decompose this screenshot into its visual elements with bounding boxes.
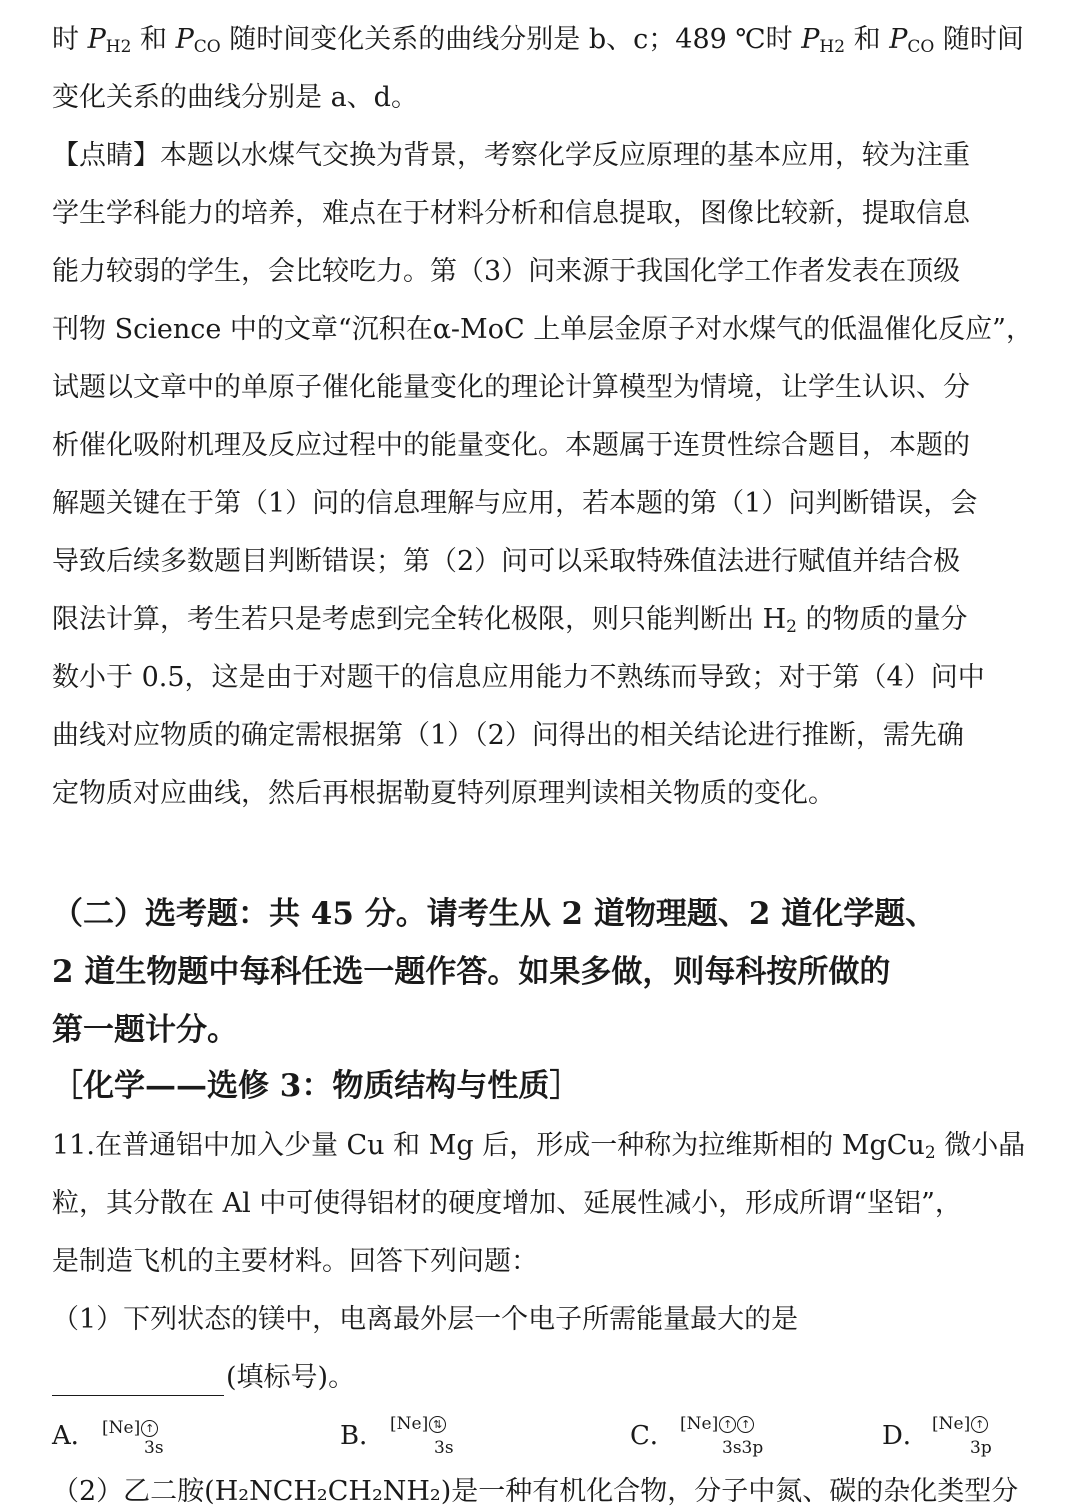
paragraph-line-2: 变化关系的曲线分别是 a、d。 — [52, 82, 418, 113]
dianjing-line-7: 解题关键在于第（1）问的信息理解与应用，若本题的第（1）问判断错误，会 — [52, 488, 978, 519]
elective-title: ［化学——选修 3：物质结构与性质］ — [52, 1068, 581, 1104]
option-a-orbital: 3s — [144, 1438, 164, 1458]
orbital-box-icon: ↑ — [719, 1416, 736, 1433]
dianjing-line-4: 刊物 Science 中的文章“沉积在α-MoC 上单层金原子对水煤气的低温催化反应”， — [52, 314, 1033, 345]
option-d-orbital: 3p — [970, 1438, 992, 1458]
paragraph-line-1: 时 $P_{H2}$ 和 $P_{CO}$ 随时间变化关系的曲线分别是 b、c；489 ℃时 $P_{H2}$ 和 $P_{CO}$ 随时间 — [52, 24, 1024, 57]
option-b-orbital: 3s — [434, 1438, 454, 1458]
answer-blank[interactable] — [52, 1365, 224, 1396]
orbital-box-icon: ↑ — [737, 1416, 754, 1433]
subquestion-1: （1）下列状态的镁中，电离最外层一个电子所需能量最大的是 — [52, 1304, 799, 1335]
option-b-config: [Ne] ⇅ — [390, 1406, 446, 1439]
option-c-config: [Ne] ↑ ↑ — [680, 1406, 754, 1439]
option-d-config: [Ne] ↑ — [932, 1406, 988, 1439]
orbital-box-icon: ↑ — [141, 1420, 158, 1437]
option-a-config: [Ne] ↑ — [102, 1410, 158, 1443]
orbital-box-icon: ↑ — [971, 1416, 988, 1433]
question-line-3: 是制造飞机的主要材料。回答下列问题： — [52, 1246, 538, 1277]
dianjing-line-1: 【点睛】本题以水煤气交换为背景，考察化学反应原理的基本应用，较为注重 — [52, 140, 970, 171]
dianjing-line-11: 曲线对应物质的确定需根据第（1）（2）问得出的相关结论进行推断，需先确 — [52, 720, 964, 751]
section-heading-line-2: 2 道生物题中每科任选一题作答。如果多做，则每科按所做的 — [52, 954, 891, 990]
dianjing-line-2: 学生学科能力的培养，难点在于材料分析和信息提取，图像比较新，提取信息 — [52, 198, 970, 229]
dianjing-line-9: 限法计算，考生若只是考虑到完全转化极限，则只能判断出 $H_2$ 的物质的量分 — [52, 604, 968, 637]
section-heading-line-3: 第一题计分。 — [52, 1012, 238, 1048]
option-c-orbital: 3s3p — [722, 1438, 764, 1458]
option-c-label: C． — [630, 1421, 676, 1451]
dianjing-line-8: 导致后续多数题目判断错误；第（2）问可以采取特殊值法进行赋值并结合极 — [52, 546, 961, 577]
dianjing-line-6: 析催化吸附机理及反应过程中的能量变化。本题属于连贯性综合题目，本题的 — [52, 430, 970, 461]
subquestion-2-partial: （2）乙二胺(H₂NCH₂CH₂NH₂)是一种有机化合物，分子中氮、碳的杂化类型分 — [52, 1476, 1019, 1507]
dianjing-line-12: 定物质对应曲线，然后再根据勒夏特列原理判读相关物质的变化。 — [52, 778, 835, 809]
option-a-label: A． — [52, 1421, 97, 1451]
dianjing-line-5: 试题以文章中的单原子催化能量变化的理论计算模型为情境，让学生认识、分 — [52, 372, 970, 403]
option-d-label: D． — [882, 1421, 929, 1451]
dianjing-line-3: 能力较弱的学生，会比较吃力。第（3）问来源于我国化学工作者发表在顶级 — [52, 256, 961, 287]
option-b-label: B． — [340, 1421, 386, 1451]
section-heading-line-1: （二）选考题：共 45 分。请考生从 2 道物理题、2 道化学题、 — [52, 896, 937, 932]
orbital-box-icon: ⇅ — [429, 1416, 446, 1433]
dianjing-line-10: 数小于 0.5，这是由于对题干的信息应用能力不熟练而导致；对于第（4）问中 — [52, 662, 985, 693]
question-line-1: 11.在普通铝中加入少量 Cu 和 Mg 后，形成一种称为拉维斯相的 MgCu$_2$ 微小晶 — [52, 1130, 1026, 1163]
question-line-2: 粒，其分散在 Al 中可使得铝材的硬度增加、延展性减小，形成所谓“坚铝”， — [52, 1188, 962, 1219]
answer-line: (填标号)。 — [52, 1360, 355, 1396]
